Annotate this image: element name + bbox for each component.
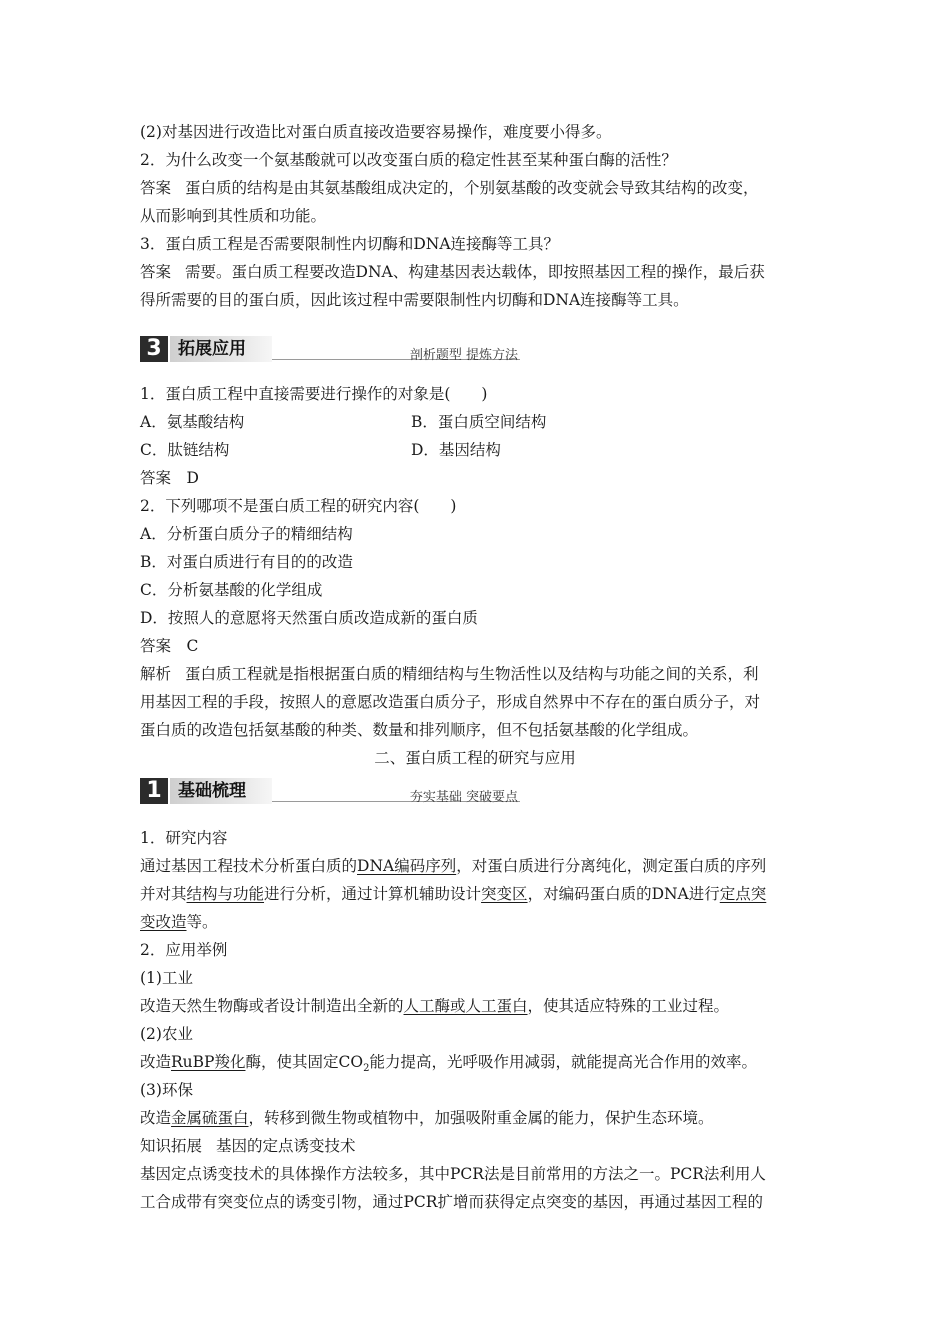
- explanation-line-2: 用基因工程的手段，按照人的意愿改造蛋白质分子，形成自然界中不存在的蛋白质分子，对: [140, 693, 761, 711]
- industry-text: [140, 996, 729, 1016]
- extension-title: 基因的定点诱变技术: [216, 1137, 356, 1155]
- chapter-heading: 二、蛋白质工程的研究与应用: [374, 749, 576, 767]
- text: 通过基因工程技术分析蛋白质的: [140, 857, 358, 875]
- text: 等。: [186, 913, 218, 931]
- item-agriculture: (2)农业: [140, 1025, 193, 1043]
- agriculture-text: [140, 1052, 757, 1079]
- fill-blank: 变改造: [140, 913, 187, 931]
- explanation-line-3: 蛋白质的改造包括氨基酸的种类、数量和排列顺序，但不包括氨基酸的化学组成。: [140, 721, 699, 739]
- answer-label: 答案: [140, 263, 172, 281]
- knowledge-extension-heading: [140, 1136, 356, 1156]
- text: ，转移到微生物或植物中，加强吸附重金属的能力，保护生态环境。: [248, 1109, 714, 1127]
- options-row: [140, 440, 740, 460]
- fill-blank: DNA编码序列: [357, 857, 457, 875]
- section-number: 1: [140, 778, 168, 804]
- answer-1: 答案 D: [140, 469, 199, 487]
- text: 改造天然生物酶或者设计制造出全新的: [140, 997, 404, 1015]
- section-subtitle: 剖析题型 提炼方法: [409, 348, 518, 363]
- text: 酶，使其固定CO: [245, 1053, 364, 1071]
- options-row: [140, 412, 740, 432]
- section-header-basics: [140, 778, 520, 804]
- text: 并对其: [140, 885, 187, 903]
- exercise-question-1: 1．蛋白质工程中直接需要进行操作的对象是( ): [140, 385, 488, 403]
- text: 能力提高，光呼吸作用减弱，就能提高光合作用的效率。: [369, 1053, 757, 1071]
- option-b: B．蛋白质空间结构: [411, 413, 547, 431]
- answer-label: 答案: [140, 179, 172, 197]
- research-line-1: [140, 856, 766, 876]
- subscript: 2: [363, 1063, 370, 1075]
- section-number: 3: [140, 336, 168, 362]
- answer-text: 需要。蛋白质工程要改造DNA、构建基因表达载体，即按照基因工程的操作，最后获: [185, 263, 765, 281]
- extension-line-1: 基因定点诱变技术的具体操作方法较多，其中PCR法是目前常用的方法之一。PCR法利用人: [140, 1165, 766, 1183]
- text: 改造: [140, 1053, 172, 1071]
- fill-blank: 突变区: [481, 885, 528, 903]
- subheading-research: 1．研究内容: [140, 829, 228, 847]
- answer-3-line-2: 得所需要的目的蛋白质，因此该过程中需要限制性内切酶和DNA连接酶等工具。: [140, 291, 689, 309]
- section-title: 基础梳理: [178, 781, 246, 801]
- option-a: A．氨基酸结构: [140, 413, 245, 431]
- answer-3-line-1: [140, 262, 765, 282]
- section-subtitle: 夯实基础 突破要点: [409, 790, 518, 805]
- text: ，对编码蛋白质的DNA进行: [527, 885, 720, 903]
- question-3: 3．蛋白质工程是否需要限制性内切酶和DNA连接酶等工具？: [140, 235, 560, 253]
- option-c: C．分析氨基酸的化学组成: [140, 581, 323, 599]
- answer-text: 蛋白质的结构是由其氨基酸组成决定的，个别氨基酸的改变就会导致其结构的改变，: [185, 179, 759, 197]
- text-line: (2)对基因进行改造比对蛋白质直接改造要容易操作，难度要小得多。: [140, 123, 612, 141]
- environment-text: [140, 1108, 714, 1128]
- explanation-line-1: [140, 664, 759, 684]
- explanation-text: 蛋白质工程就是指根据蛋白质的精细结构与生物活性以及结构与功能之间的关系，利: [185, 665, 759, 683]
- subheading-applications: 2．应用举例: [140, 941, 228, 959]
- option-b: B．对蛋白质进行有目的的改造: [140, 553, 353, 571]
- fill-blank: 定点突: [719, 885, 767, 903]
- fill-blank: 金属硫蛋白: [171, 1109, 249, 1127]
- fill-blank: RuBP羧化: [171, 1053, 246, 1071]
- research-line-2: [140, 884, 766, 904]
- section-title: 拓展应用: [178, 339, 246, 359]
- option-a: A．分析蛋白质分子的精细结构: [140, 525, 353, 543]
- answer-2-line-1: [140, 178, 759, 198]
- option-c: C．肽链结构: [140, 441, 230, 459]
- fill-blank: 人工酶或人工蛋白: [403, 997, 528, 1015]
- text: ，对蛋白质进行分离纯化，测定蛋白质的序列: [456, 857, 767, 875]
- answer-2-line-2: 从而影响到其性质和功能。: [140, 207, 327, 225]
- text: 改造: [140, 1109, 172, 1127]
- extension-label: 知识拓展: [140, 1137, 203, 1155]
- item-environment: (3)环保: [140, 1081, 193, 1099]
- section-header-extension: [140, 336, 520, 362]
- fill-blank: 结构与功能: [186, 885, 265, 903]
- extension-line-2: 工合成带有突变位点的诱变引物，通过PCR扩增而获得定点突变的基因，再通过基因工程的: [140, 1193, 763, 1211]
- text: ，使其适应特殊的工业过程。: [527, 997, 730, 1015]
- research-line-3: [140, 912, 218, 932]
- option-d: D．基因结构: [411, 441, 501, 459]
- option-d: D．按照人的意愿将天然蛋白质改造成新的蛋白质: [140, 609, 478, 627]
- item-industry: (1)工业: [140, 969, 193, 987]
- answer-2: 答案 C: [140, 637, 199, 655]
- explanation-label: 解析: [140, 665, 172, 683]
- exercise-question-2: 2．下列哪项不是蛋白质工程的研究内容( ): [140, 497, 457, 515]
- text: 进行分析，通过计算机辅助设计: [264, 885, 482, 903]
- question-2: 2．为什么改变一个氨基酸就可以改变蛋白质的稳定性甚至某种蛋白酶的活性？: [140, 151, 677, 169]
